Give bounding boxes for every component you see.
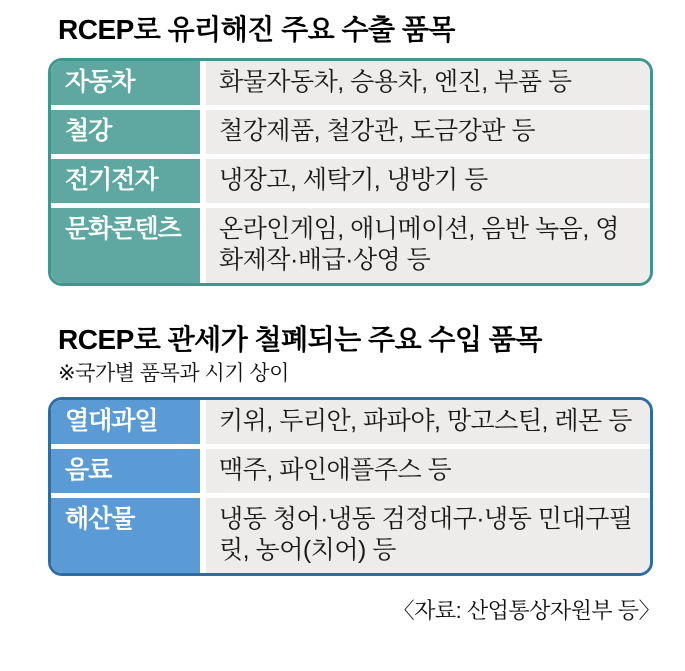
items-cell: 키위, 두리안, 파파야, 망고스틴, 레몬 등: [206, 400, 650, 444]
table-row: [51, 159, 650, 203]
category-cell: 철강: [51, 110, 200, 154]
table-row: [51, 400, 650, 444]
table-row: [51, 449, 650, 493]
category-cell: 전기전자: [51, 159, 200, 203]
category-cell: 자동차: [51, 61, 200, 105]
items-cell: 냉동 청어·냉동 검정대구·냉동 민대구필릿, 농어(치어) 등: [206, 498, 650, 573]
import-table: [48, 397, 653, 576]
source-credit: 〈자료: 산업통상자원부 등〉: [392, 598, 660, 624]
category-cell: 문화콘텐츠: [51, 208, 200, 283]
category-cell: 열대과일: [51, 400, 200, 444]
import-section-note: ※국가별 품목과 시기 상이: [58, 362, 289, 385]
category-cell: 해산물: [51, 498, 200, 573]
export-table: [48, 58, 653, 286]
items-cell: 철강제품, 철강관, 도금강판 등: [206, 110, 650, 154]
export-section-title: RCEP로 유리해진 주요 수출 품목: [58, 14, 455, 45]
table-row: [51, 110, 650, 154]
category-cell: 음료: [51, 449, 200, 493]
table-row: [51, 498, 650, 573]
items-cell: 화물자동차, 승용차, 엔진, 부품 등: [206, 61, 650, 105]
table-row: [51, 61, 650, 105]
items-cell: 온라인게임, 애니메이션, 음반 녹음, 영화제작·배급·상영 등: [206, 208, 650, 283]
table-row: [51, 208, 650, 283]
items-cell: 맥주, 파인애플주스 등: [206, 449, 650, 493]
import-section-title: RCEP로 관세가 철폐되는 주요 수입 품목: [58, 324, 542, 355]
items-cell: 냉장고, 세탁기, 냉방기 등: [206, 159, 650, 203]
